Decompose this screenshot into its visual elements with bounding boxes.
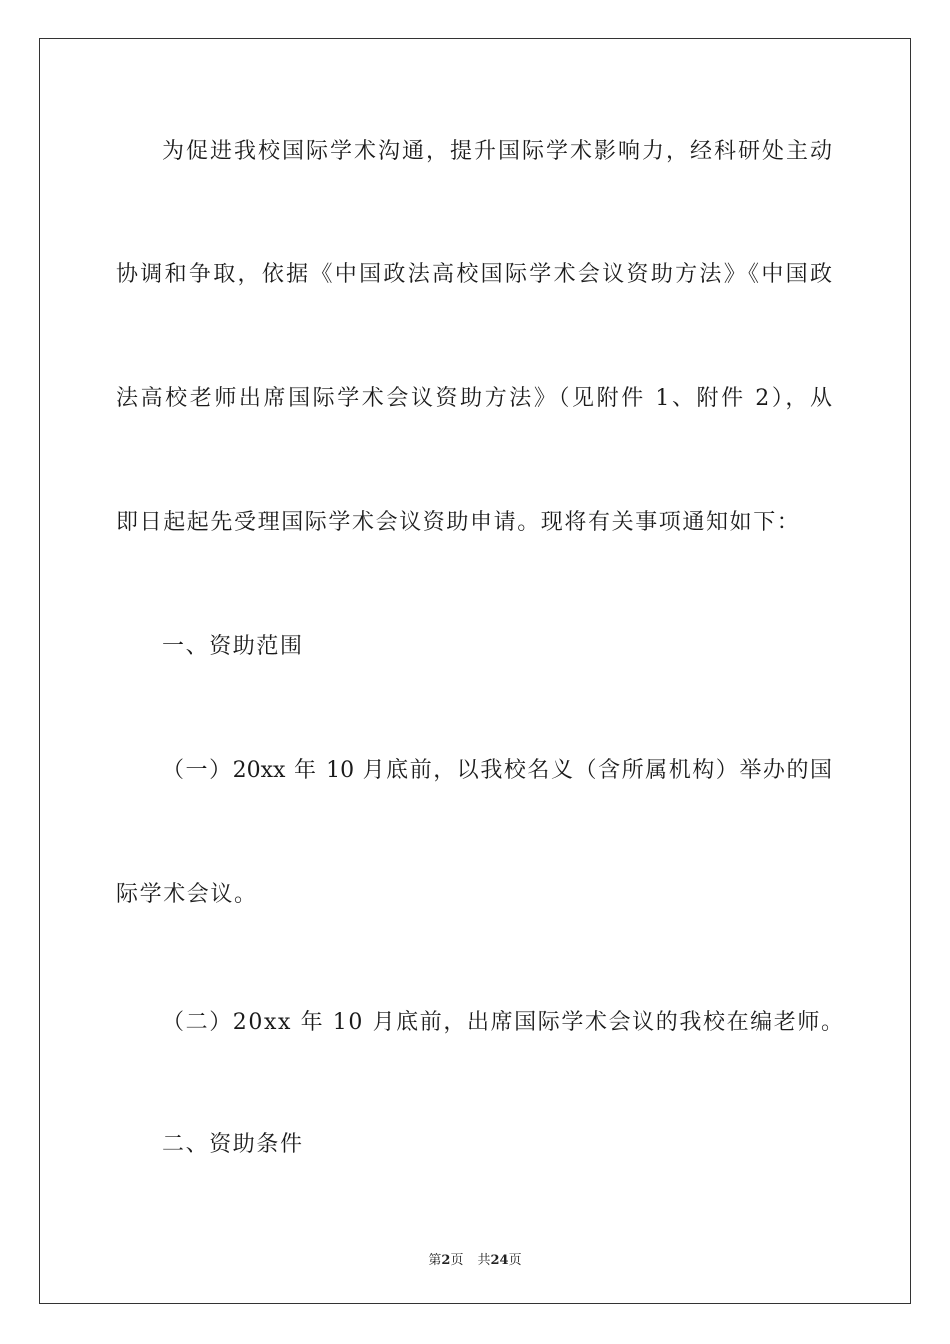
section-heading-1: 一、资助范围 <box>162 634 304 659</box>
footer-page-current: 2 <box>441 1253 451 1268</box>
page-border <box>39 38 911 1304</box>
paragraph-line-6: （一）20xx 年 10 月底前，以我校名义（含所属机构）举办的国 <box>162 758 832 783</box>
footer-page-prefix: 第 <box>428 1253 442 1268</box>
paragraph-line-3: 法高校老师出席国际学术会议资助方法》（见附件 1、附件 2），从 <box>116 386 832 411</box>
section-heading-2: 二、资助条件 <box>162 1132 304 1157</box>
paragraph-line-2: 协调和争取，依据《中国政法高校国际学术会议资助方法》《中国政 <box>116 262 832 287</box>
paragraph-line-8: （二）20xx 年 10 月底前，出席国际学术会议的我校在编老师。 <box>162 1010 845 1035</box>
page-footer <box>0 1249 950 1268</box>
footer-page-unit: 页 <box>450 1253 464 1268</box>
footer-total-unit: 页 <box>508 1253 522 1268</box>
footer-total-prefix: 共 <box>477 1253 491 1268</box>
paragraph-line-1: 为促进我校国际学术沟通，提升国际学术影响力，经科研处主动 <box>162 139 832 164</box>
paragraph-line-7: 际学术会议。 <box>116 882 258 907</box>
paragraph-line-4: 即日起起先受理国际学术会议资助申请。现将有关事项通知如下： <box>116 510 801 535</box>
footer-page-total: 24 <box>490 1253 509 1268</box>
